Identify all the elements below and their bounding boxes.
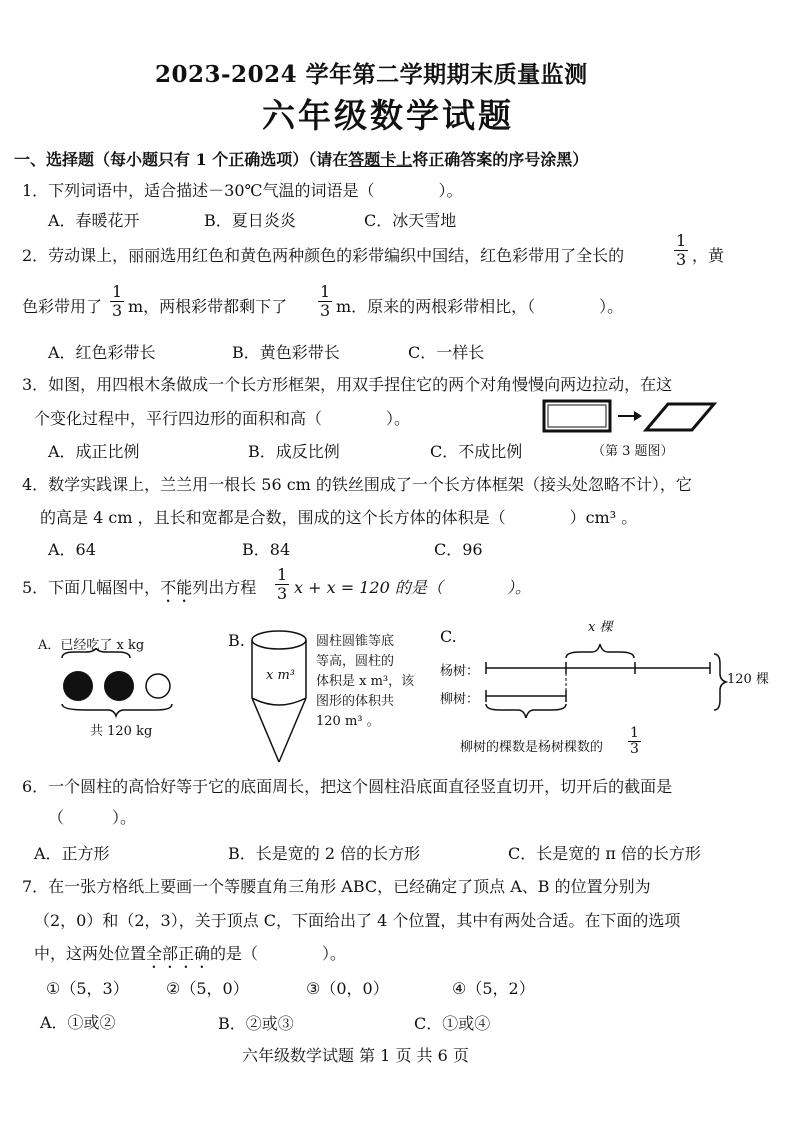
q3-figure-caption: （第 3 题图） bbox=[592, 444, 674, 459]
q2-fraction-2: $\frac{1}{3}$ bbox=[112, 282, 123, 320]
q5-b-text-line: 圆柱圆锥等底 bbox=[316, 634, 395, 649]
q5-equation: x + x = 120 的是（ ）。 bbox=[294, 578, 531, 597]
q2-line2-c: m．原来的两根彩带相比，（ ）。 bbox=[336, 297, 624, 316]
q3-frame-figure bbox=[538, 396, 718, 438]
q3-option-a: A．成正比例 bbox=[48, 442, 140, 461]
q6-stem-line2: （ ）。 bbox=[48, 808, 137, 827]
q2-fraction-1: $\frac{1}{3}$ bbox=[676, 231, 687, 269]
q5-a-label: A．已经吃了 x kg bbox=[38, 638, 145, 653]
q5-b-figure bbox=[244, 628, 314, 766]
q5-b-volume-label: x m³ bbox=[266, 668, 296, 683]
q5-a-total: 共 120 kg bbox=[90, 724, 153, 739]
section-heading-underlined: 答题卡上 bbox=[348, 150, 413, 169]
q3-stem-line1: 3．如图，用四根木条做成一个长方形框架，用双手捏住它的两个对角慢慢向两边拉动，在这 bbox=[22, 375, 673, 394]
q4-stem-line2: 的高是 4 cm ，且长和宽都是合数，围成的这个长方体的体积是（ ）cm³ 。 bbox=[40, 508, 638, 527]
q5-c-x-label: x 棵 bbox=[588, 620, 613, 635]
q3-stem-line2: 个变化过程中，平行四边形的面积和高（ ）。 bbox=[34, 409, 411, 428]
brace-total-icon bbox=[714, 654, 726, 710]
section-1-heading bbox=[14, 150, 588, 170]
q5-c-label: C. bbox=[440, 627, 457, 646]
q5-b-text-line: 图形的体积共 bbox=[316, 694, 395, 709]
arrow-head-icon bbox=[634, 411, 642, 421]
brace-liu-icon bbox=[486, 704, 566, 718]
q3-option-b: B．成反比例 bbox=[248, 442, 340, 461]
q6-option-a: A．正方形 bbox=[34, 844, 110, 863]
q2-line2-b: m，两根彩带都剩下了 bbox=[128, 297, 288, 316]
brace-top-icon bbox=[62, 648, 130, 658]
q7-stem3-part-b: 的是（ ）。 bbox=[210, 944, 347, 963]
q6-option-c: C．长是宽的 π 倍的长方形 bbox=[508, 844, 701, 863]
brace-bottom-icon bbox=[62, 704, 172, 716]
q7-position-4: ④（5，2） bbox=[452, 979, 535, 998]
q5-b-text-line: 120 m³ 。 bbox=[316, 714, 380, 729]
q7-option-c: C．①或④ bbox=[414, 1014, 491, 1033]
q7-option-a: A．①或② bbox=[40, 1013, 116, 1032]
q3-option-c: C．不成比例 bbox=[430, 442, 523, 461]
q2-stem: 2．劳动课上，丽丽选用红色和黄色两种颜色的彩带编织中国结，红色彩带用了全长的 bbox=[22, 246, 625, 265]
remaining-circle bbox=[146, 674, 170, 698]
q5-c-caption: 柳树的棵数是杨树棵数的 bbox=[460, 740, 604, 755]
cylinder-top bbox=[252, 631, 306, 649]
q5-b-text-line: 等高，圆柱的 bbox=[316, 654, 395, 669]
q4-stem-line1: 4．数学实践课上，兰兰用一根长 56 cm 的铁丝围成了一个长方体框架（接头处忽略不计），它 bbox=[22, 475, 692, 494]
section-heading-part-a: 一、选择题（每小题只有 1 个正确选项）（请在 bbox=[14, 150, 349, 169]
q5-fraction: $\frac{1}{3}$ bbox=[277, 565, 288, 603]
eaten-circle-2 bbox=[104, 671, 134, 701]
q6-stem-line1: 6．一个圆柱的高恰好等于它的底面周长，把这个圆柱沿底面直径竖直切开，切开后的截面是 bbox=[22, 777, 673, 796]
q2-option-b: B．黄色彩带长 bbox=[232, 343, 340, 362]
q5-b-text-line: 体积是 x m³，该 bbox=[316, 674, 415, 689]
q4-option-b: B．84 bbox=[242, 540, 291, 559]
page-footer: 六年级数学试题 第 1 页 共 6 页 bbox=[242, 1046, 469, 1065]
exam-term-title: 2023-2024 学年第二学期期末质量监测 bbox=[155, 61, 588, 88]
q5-a-figure bbox=[56, 648, 186, 720]
exam-subject-title: 六年级数学试题 bbox=[262, 96, 514, 135]
q4-option-a: A．64 bbox=[48, 540, 96, 559]
q4-option-c: C．96 bbox=[434, 540, 483, 559]
q5-c-fraction: $\frac{1}{3}$ bbox=[630, 725, 639, 757]
q5-stem bbox=[22, 578, 256, 606]
q7-option-b: B．②或③ bbox=[218, 1014, 294, 1033]
q7-stem3-emphasis: 全部正确 bbox=[146, 944, 211, 963]
q7-stem-line3 bbox=[34, 944, 346, 972]
rectangle-frame-inner bbox=[548, 405, 606, 427]
cone-right-edge bbox=[279, 698, 306, 762]
q5-c-figure bbox=[480, 632, 728, 728]
q2-fraction-3: $\frac{1}{3}$ bbox=[320, 282, 331, 320]
q1-option-a: A．春暖花开 bbox=[48, 211, 140, 230]
q7-position-2: ②（5，0） bbox=[166, 979, 249, 998]
q7-position-1: ①（5，3） bbox=[46, 979, 129, 998]
q1-stem: 1．下列词语中，适合描述－30℃气温的词语是（ ）。 bbox=[22, 181, 463, 200]
parallelogram-frame bbox=[646, 404, 714, 430]
q7-position-3: ③（0，0） bbox=[306, 979, 389, 998]
brace-x-icon bbox=[566, 644, 634, 658]
q2-option-c: C．一样长 bbox=[408, 343, 485, 362]
q5-c-total-label: 120 棵 bbox=[727, 672, 769, 687]
q5-stem-emphasis: 不能 bbox=[160, 578, 193, 597]
q5-b-label: B. bbox=[228, 631, 245, 650]
q2-line2-a: 色彩带用了 bbox=[22, 297, 103, 316]
q5-b-description bbox=[316, 632, 414, 732]
section-heading-part-b: 将正确答案的序号涂黑） bbox=[412, 150, 589, 169]
cone-left-edge bbox=[252, 698, 279, 762]
q1-option-c: C．冰天雪地 bbox=[364, 211, 457, 230]
q2-option-a: A．红色彩带长 bbox=[48, 343, 156, 362]
q5-c-liu-label: 柳树： bbox=[440, 692, 480, 707]
q2-stem-tail: ，黄 bbox=[692, 246, 725, 265]
cylinder-bottom bbox=[252, 698, 306, 705]
q5-c-yang-label: 杨树： bbox=[440, 664, 480, 679]
q5-stem-part-a: 5．下面几幅图中， bbox=[22, 578, 161, 597]
q7-stem3-part-a: 中，这两处位置 bbox=[34, 944, 147, 963]
q6-option-b: B．长是宽的 2 倍的长方形 bbox=[228, 844, 421, 863]
q1-option-b: B．夏日炎炎 bbox=[204, 211, 296, 230]
q7-stem-line2: （2，0）和（2，3），关于顶点 C，下面给出了 4 个位置，其中有两处合适。在下面的选项 bbox=[34, 911, 681, 930]
q5-stem-part-b: 列出方程 bbox=[192, 578, 257, 597]
eaten-circle-1 bbox=[63, 671, 93, 701]
q7-stem-line1: 7．在一张方格纸上要画一个等腰直角三角形 ABC，已经确定了顶点 A、B 的位置分别为 bbox=[22, 877, 651, 896]
